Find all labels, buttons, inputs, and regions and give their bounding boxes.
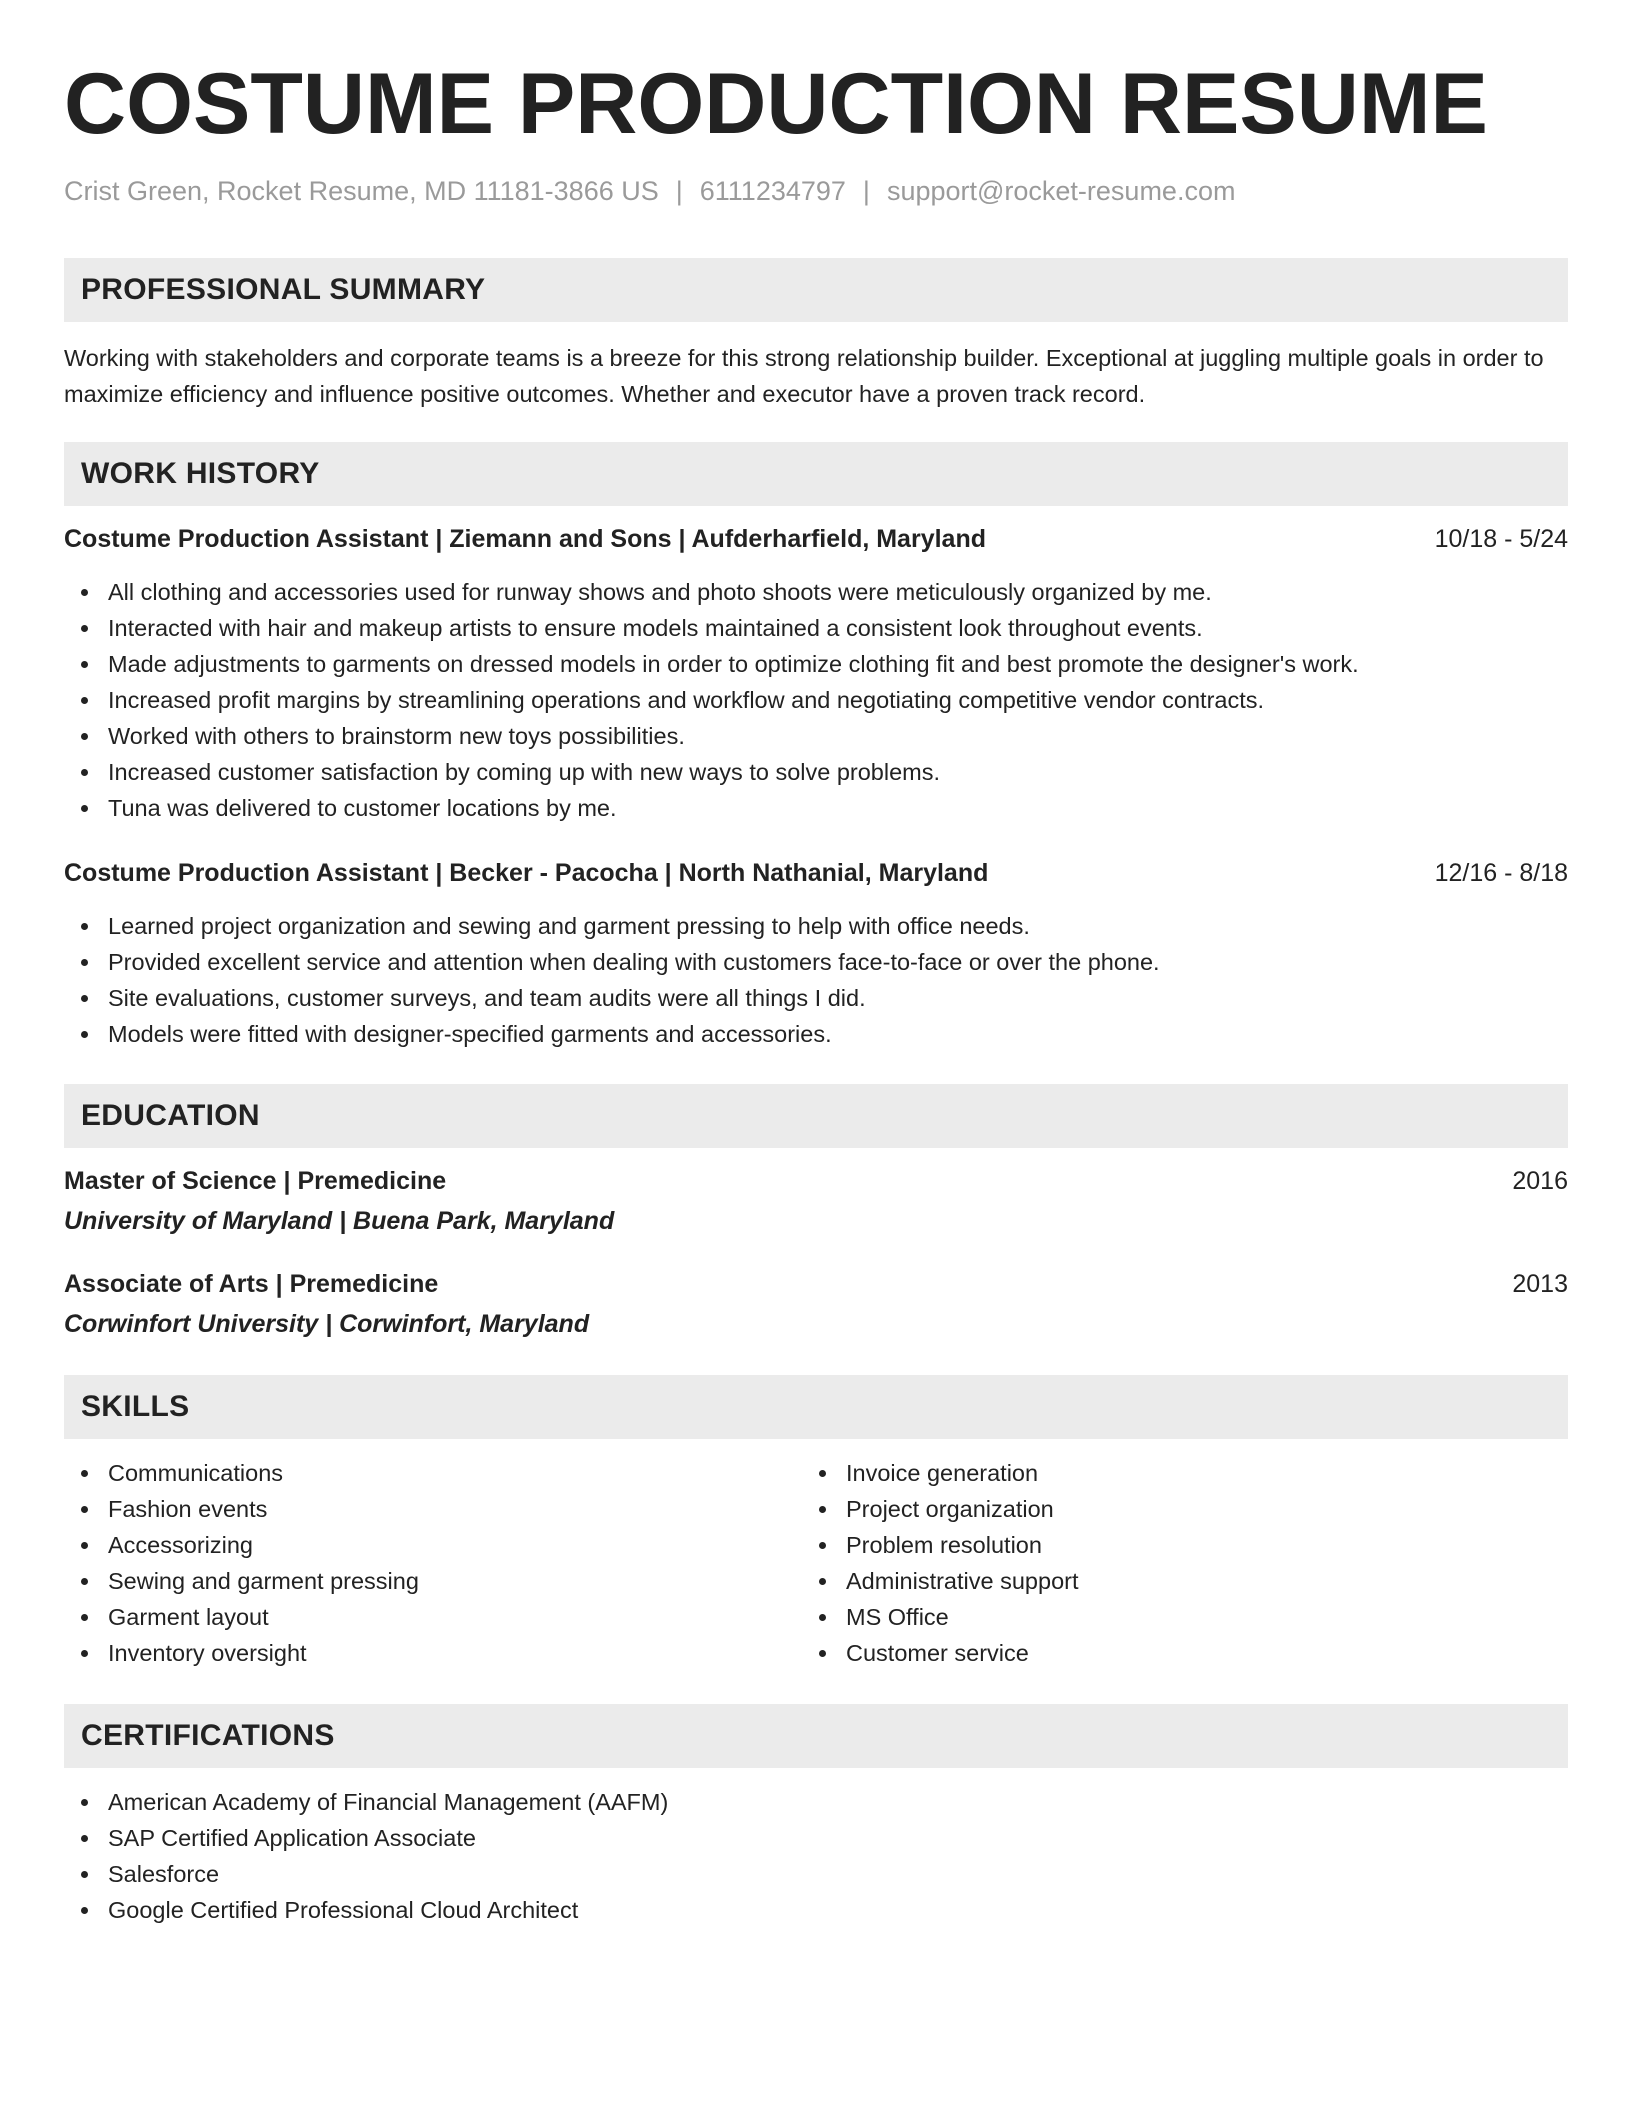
list-item: Fashion events (64, 1491, 802, 1527)
work-history-heading: WORK HISTORY (64, 442, 1568, 506)
list-item: Inventory oversight (64, 1635, 802, 1671)
list-item: All clothing and accessories used for runway shows and photo shoots were meticulously organized by me. (64, 574, 1568, 610)
list-item: Models were fitted with designer-specified garments and accessories. (64, 1016, 1568, 1052)
job-entry (64, 522, 1568, 826)
education-degree: Master of Science | Premedicine (64, 1167, 447, 1195)
certifications-list (64, 1784, 1568, 1928)
skills-list-left (64, 1455, 802, 1671)
certifications-heading: CERTIFICATIONS (64, 1704, 1568, 1768)
summary-text: Working with stakeholders and corporate teams is a breeze for this strong relationship builder. Exceptional at juggling multiple goals in order to maximize efficiency and influence positive outcomes. Whether and executor have a proven track record. (64, 345, 1544, 407)
skills-list-right (802, 1455, 1540, 1671)
list-item: Provided excellent service and attention when dealing with customers face-to-face or over the phone. (64, 944, 1568, 980)
education-school: University of Maryland | Buena Park, Maryland (64, 1207, 615, 1235)
list-item: Site evaluations, customer surveys, and team audits were all things I did. (64, 980, 1568, 1016)
list-item: Sewing and garment pressing (64, 1563, 802, 1599)
job-dates: 10/18 - 5/24 (1434, 525, 1568, 553)
list-item: Increased profit margins by streamlining operations and workflow and negotiating competitive vendor contracts. (64, 682, 1568, 718)
education-degree: Associate of Arts | Premedicine (64, 1270, 439, 1298)
skills-heading: SKILLS (64, 1375, 1568, 1439)
list-item: Made adjustments to garments on dressed models in order to optimize clothing fit and best promote the designer's work. (64, 646, 1568, 682)
job-title: Costume Production Assistant | Ziemann and Sons | Aufderharfield, Maryland (64, 525, 986, 553)
list-item: Learned project organization and sewing and garment pressing to help with office needs. (64, 908, 1568, 944)
job-entry (64, 856, 1568, 1052)
skills-grid (64, 1455, 1568, 1671)
list-item: Increased customer satisfaction by coming up with new ways to solve problems. (64, 754, 1568, 790)
education-header (64, 1267, 1568, 1301)
education-header (64, 1164, 1568, 1198)
list-item: Project organization (802, 1491, 1540, 1527)
job-dates: 12/16 - 8/18 (1434, 859, 1568, 887)
education-entry (64, 1164, 1568, 1238)
list-item: Worked with others to brainstorm new toys possibilities. (64, 718, 1568, 754)
contact-line (64, 174, 1568, 208)
education-heading: EDUCATION (64, 1084, 1568, 1148)
job-bullet-list (64, 908, 1568, 1052)
list-item: Communications (64, 1455, 802, 1491)
list-item: Google Certified Professional Cloud Architect (64, 1892, 1568, 1928)
contact-separator: | (862, 176, 870, 206)
list-item: Administrative support (802, 1563, 1540, 1599)
list-item: Accessorizing (64, 1527, 802, 1563)
contact-separator: | (675, 176, 683, 206)
list-item: Customer service (802, 1635, 1540, 1671)
list-item: American Academy of Financial Management (AAFM) (64, 1784, 1568, 1820)
contact-phone: 6111234797 (699, 176, 846, 206)
education-entry (64, 1267, 1568, 1341)
education-year: 2016 (1512, 1167, 1568, 1195)
list-item: Interacted with hair and makeup artists to ensure models maintained a consistent look throughout events. (64, 610, 1568, 646)
list-item: MS Office (802, 1599, 1540, 1635)
contact-address: Crist Green, Rocket Resume, MD 11181-3866 US (64, 176, 659, 206)
contact-email: support@rocket-resume.com (886, 176, 1236, 206)
list-item: Invoice generation (802, 1455, 1540, 1491)
list-item: Salesforce (64, 1856, 1568, 1892)
job-bullet-list (64, 574, 1568, 826)
list-item: Problem resolution (802, 1527, 1540, 1563)
list-item: Tuna was delivered to customer locations by me. (64, 790, 1568, 826)
education-school: Corwinfort University | Corwinfort, Maryland (64, 1310, 590, 1338)
list-item: SAP Certified Application Associate (64, 1820, 1568, 1856)
list-item: Garment layout (64, 1599, 802, 1635)
education-year: 2013 (1512, 1270, 1568, 1298)
resume-title: COSTUME PRODUCTION RESUME (64, 56, 1488, 152)
job-title: Costume Production Assistant | Becker - Pacocha | North Nathanial, Maryland (64, 859, 989, 887)
job-header (64, 522, 1568, 556)
summary-heading: PROFESSIONAL SUMMARY (64, 258, 1568, 322)
job-header (64, 856, 1568, 890)
